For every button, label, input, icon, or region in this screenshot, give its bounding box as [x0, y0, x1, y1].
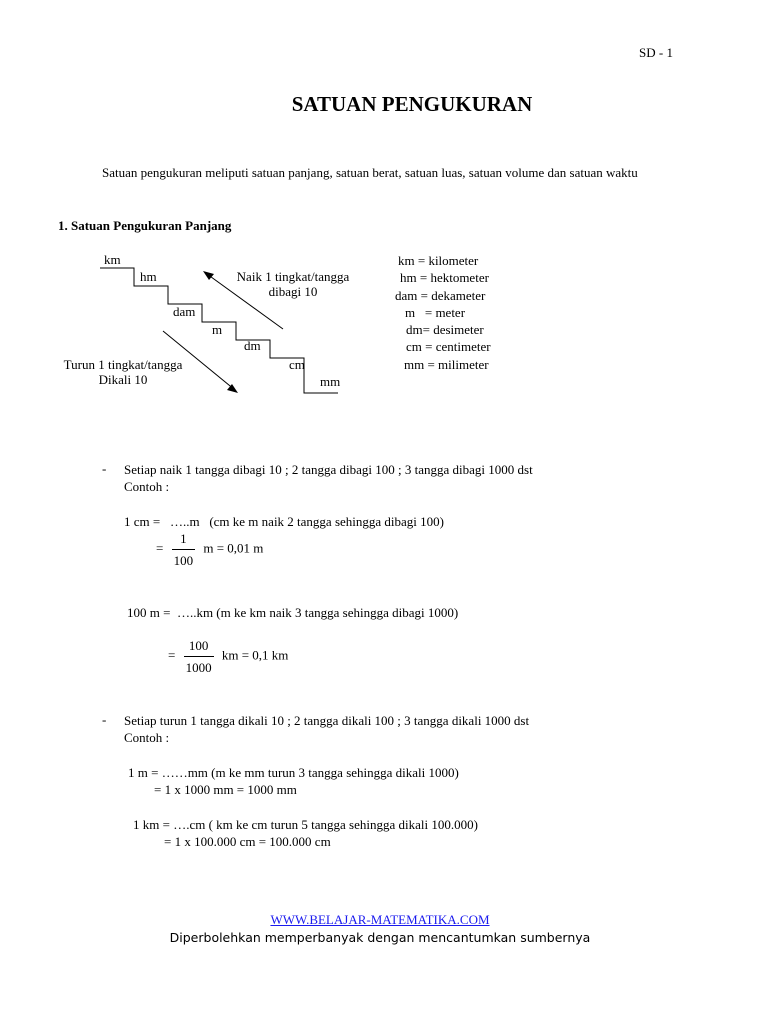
definition-item: cm = centimeter	[406, 339, 491, 355]
step-label: hm	[140, 269, 157, 284]
fraction-numerator: 100	[184, 637, 214, 657]
fraction-denominator: 1000	[185, 660, 212, 675]
up-label-line2: dibagi 10	[268, 283, 318, 299]
step-label: cm	[289, 357, 305, 372]
rule-down-example2-calc: = 1 x 100.000 cm = 100.000 cm	[164, 834, 331, 849]
down-label-line2: Dikali 10	[98, 371, 148, 387]
rule-down-text: Setiap turun 1 tangga dikali 10 ; 2 tangga dikali 100 ; 3 tangga dikali 1000 dst	[124, 713, 530, 728]
rule-up-example2-calc	[168, 637, 288, 676]
up-label-line1: Naik 1 tingkat/tangga	[236, 269, 350, 284]
equals-sign: =	[168, 647, 176, 663]
fraction-denominator: 100	[173, 553, 194, 568]
step-label: mm	[320, 374, 341, 389]
definition-item: km = kilometer	[398, 253, 479, 268]
definition-item: hm = hektometer	[400, 270, 489, 286]
fraction	[184, 637, 214, 676]
fraction-numerator: 1	[172, 530, 196, 550]
rule-up-example1: 1 cm = …..m (cm ke m naik 2 tangga sehingga dibagi 100)	[124, 514, 444, 529]
definition-item: dm= desimeter	[406, 322, 484, 338]
intro-paragraph: Satuan pengukuran meliputi satuan panjang, satuan berat, satuan luas, satuan volume dan satuan waktu	[102, 165, 638, 180]
rule-up-example2: 100 m = …..km (m ke km naik 3 tangga sehingga dibagi 1000)	[127, 605, 459, 620]
website-link[interactable]: WWW.BELAJAR-MATEMATIKA.COM	[270, 912, 490, 927]
unit-definitions	[380, 252, 530, 373]
page-title: SATUAN PENGUKURAN	[291, 92, 533, 116]
rule-up-text: Setiap naik 1 tangga dibagi 10 ; 2 tangga dibagi 100 ; 3 tangga dibagi 1000 dst	[124, 462, 533, 477]
step-label: km	[104, 252, 121, 267]
bullet-marker: -	[102, 712, 107, 727]
rule-up-example1-calc	[156, 530, 263, 569]
down-label	[50, 358, 196, 388]
bullet-marker: -	[102, 461, 107, 476]
example-label: Contoh :	[124, 479, 170, 494]
fraction-result: km = 0,1 km	[221, 647, 289, 663]
rule-down-example1-calc: = 1 x 1000 mm = 1000 mm	[154, 782, 297, 797]
definition-item: mm = milimeter	[404, 356, 489, 372]
fraction-result: m = 0,01 m	[203, 540, 264, 556]
step-label: m	[212, 322, 223, 337]
definition-item: m = meter	[405, 304, 466, 320]
footer-note: Diperbolehkan memperbanyak dengan mencantumkan sumbernya	[169, 930, 591, 945]
section-heading: 1. Satuan Pengukuran Panjang	[58, 218, 232, 233]
arrow-up-head	[203, 271, 214, 280]
down-label-line1: Turun 1 tingkat/tangga	[63, 357, 183, 372]
step-label: dm	[244, 338, 261, 353]
example-label: Contoh :	[124, 730, 170, 745]
definition-item: dam = dekameter	[395, 287, 486, 303]
step-label: dam	[173, 304, 196, 319]
rule-down-example2: 1 km = ….cm ( km ke cm turun 5 tangga sehingga dikali 100.000)	[133, 817, 478, 832]
rule-down-example1: 1 m = ……mm (m ke mm turun 3 tangga sehingga dikali 1000)	[128, 765, 459, 780]
equals-sign: =	[156, 540, 164, 556]
up-label	[222, 270, 364, 300]
page-number: SD - 1	[639, 45, 673, 60]
fraction	[172, 530, 196, 569]
